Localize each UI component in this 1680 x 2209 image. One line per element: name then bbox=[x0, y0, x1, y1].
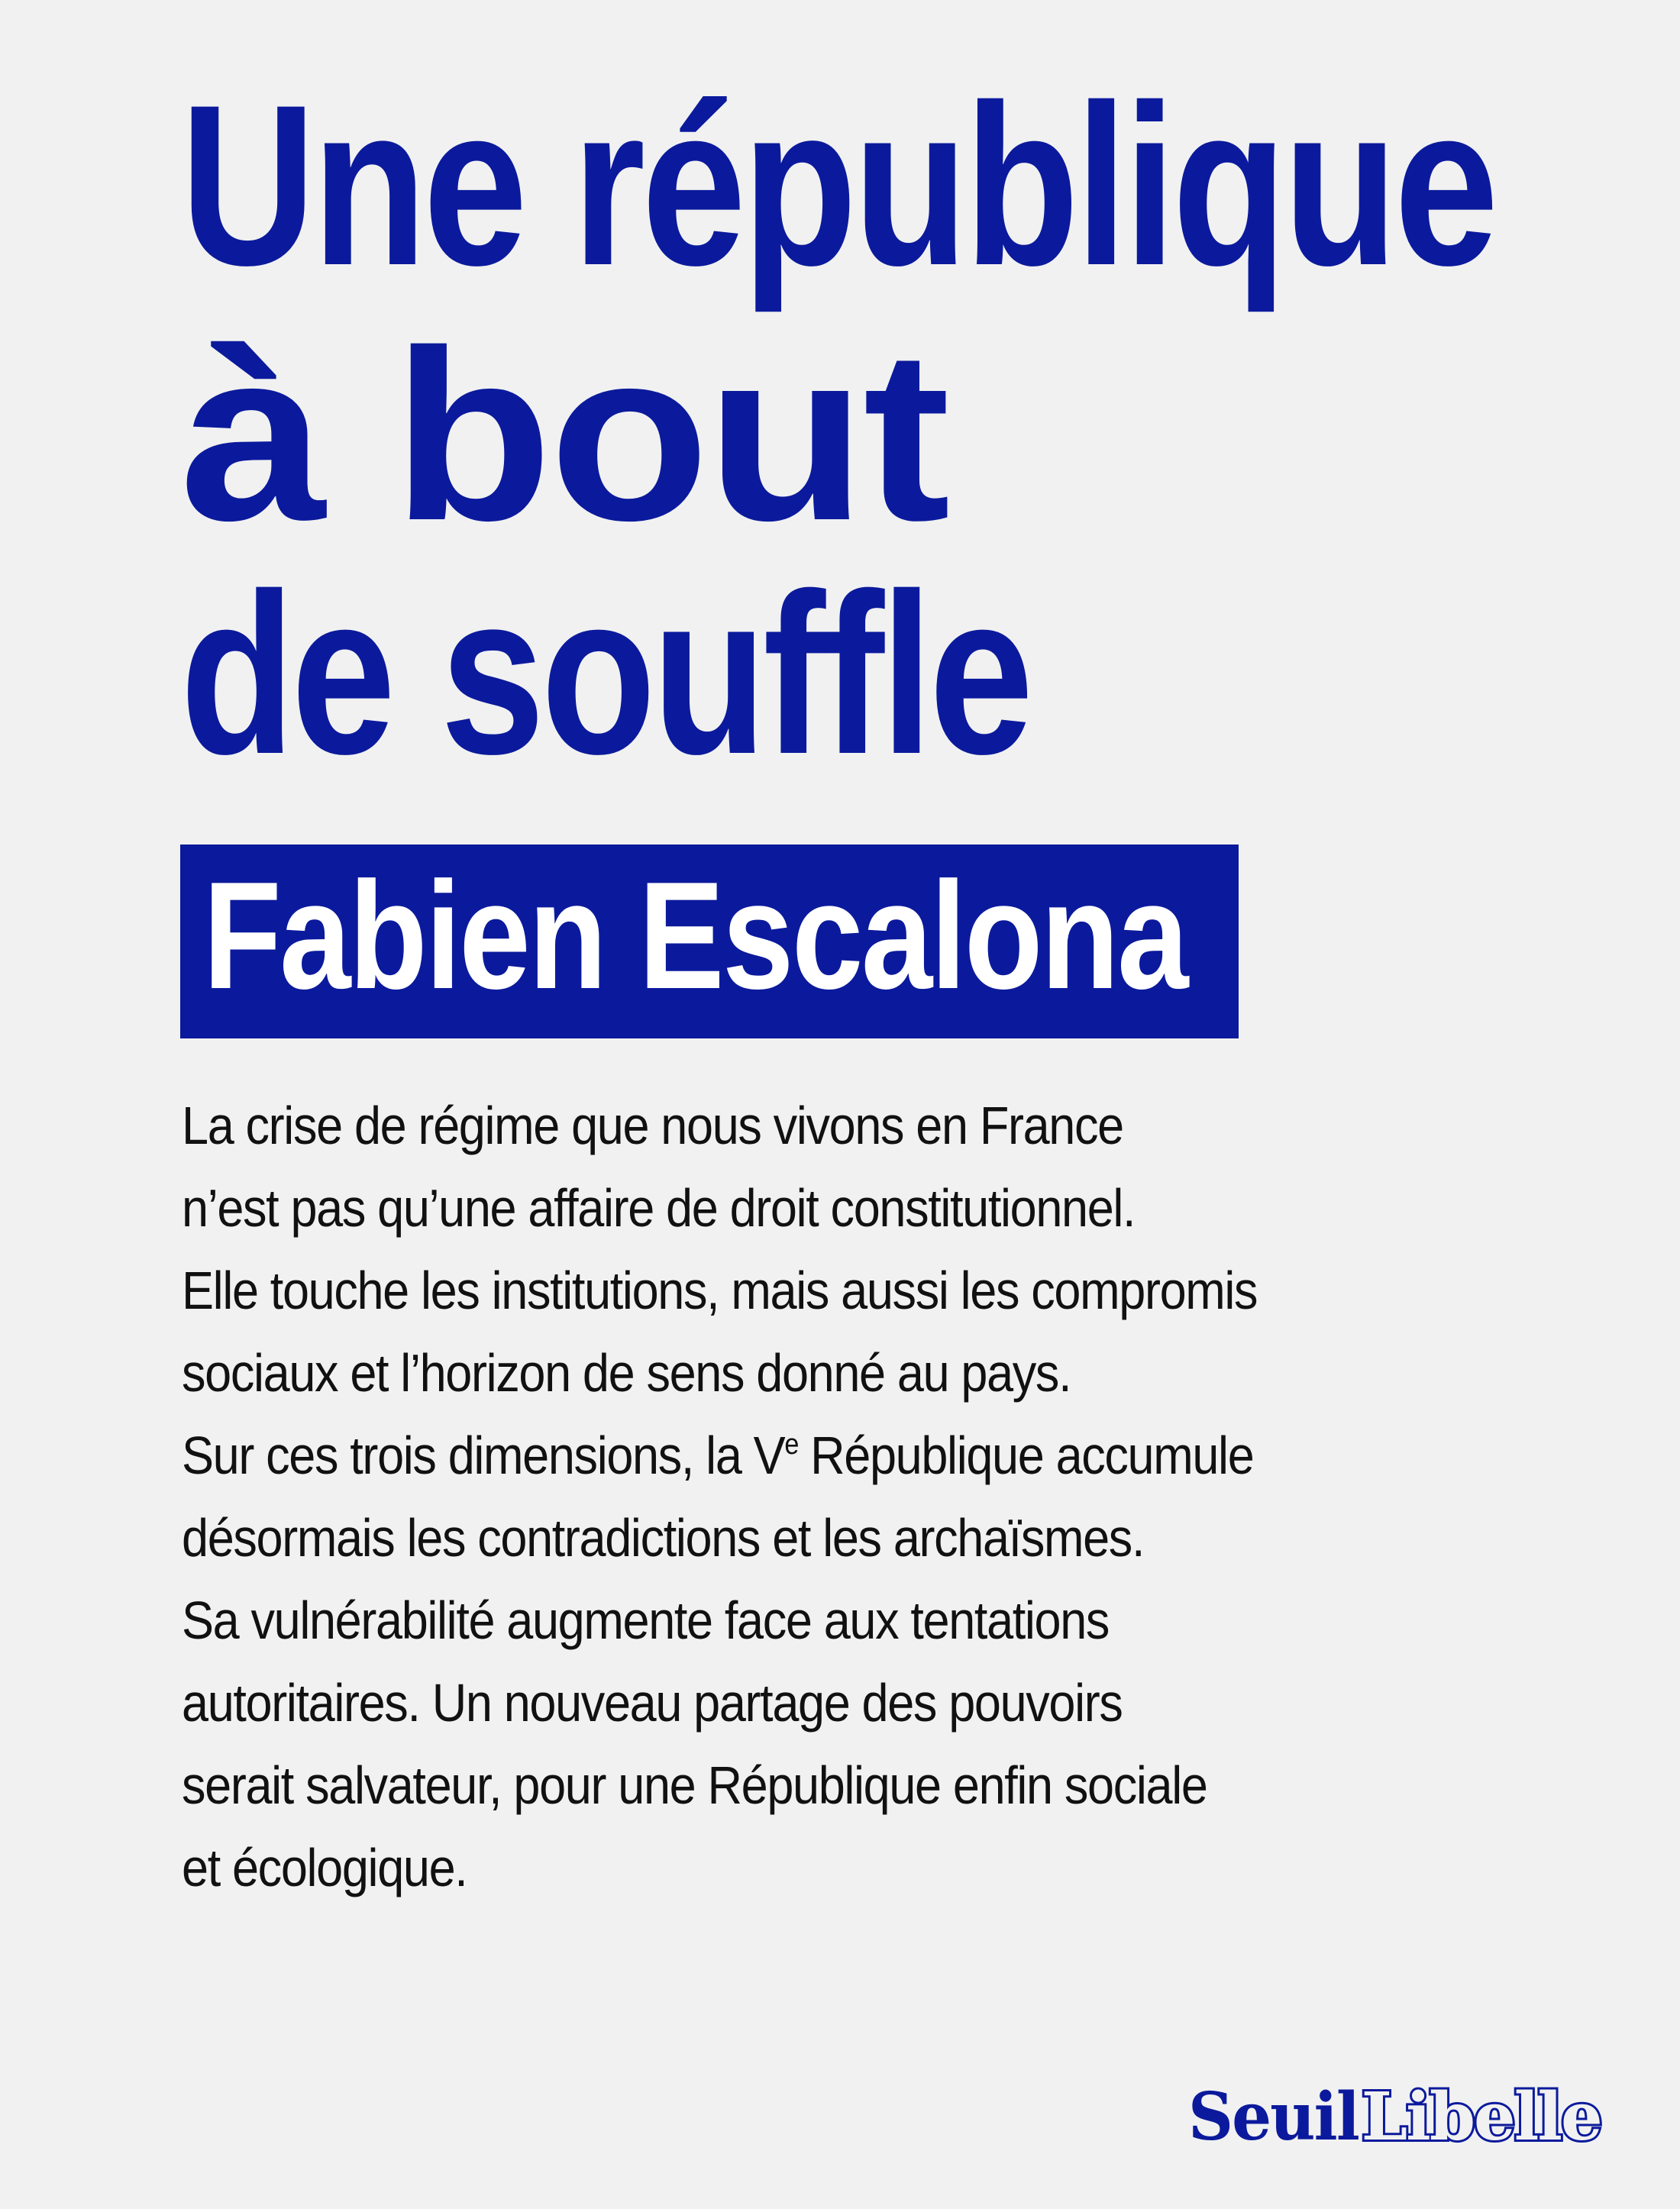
blurb-line-1: La crise de régime que nous vivons en France bbox=[182, 1096, 1123, 1155]
title-line-3: de souffle bbox=[180, 545, 1030, 802]
blurb-line-10: et écologique. bbox=[182, 1838, 467, 1897]
author-banner bbox=[180, 845, 1239, 1038]
blurb-line-6: désormais les contradictions et les archaïsmes. bbox=[182, 1508, 1145, 1568]
blurb-line-7: Sa vulnérabilité augmente face aux tentations bbox=[182, 1591, 1110, 1650]
publisher-logo-libelle: Libelle bbox=[1361, 2078, 1601, 2156]
blurb-line-2: n’est pas qu’une affaire de droit constitutionnel. bbox=[182, 1178, 1136, 1238]
author-name: Fabien Escalona bbox=[203, 851, 1187, 1021]
publisher-logo bbox=[1188, 2078, 1601, 2169]
publisher-logo-seuil: Seuil bbox=[1188, 2078, 1359, 2156]
blurb-line-9: serait salvateur, pour une République enfin sociale bbox=[182, 1755, 1207, 1815]
blurb-line-5-post: République accumule bbox=[798, 1426, 1254, 1485]
blurb-line-3: Elle touche les institutions, mais aussi les compromis bbox=[182, 1261, 1258, 1320]
blurb-line-5-pre: Sur ces trois dimensions, la V bbox=[182, 1426, 785, 1485]
blurb bbox=[182, 1084, 1377, 1909]
blurb-line-4: sociaux et l’horizon de sens donné au pays. bbox=[182, 1343, 1071, 1403]
blurb-line-8: autoritaires. Un nouveau partage des pouvoirs bbox=[182, 1673, 1123, 1733]
title-line-1: Une république bbox=[180, 57, 1495, 313]
title-line-2: à bout bbox=[180, 300, 948, 571]
roman-ordinal-superscript: e bbox=[784, 1429, 799, 1461]
blurb-line-5 bbox=[182, 1414, 1257, 1497]
